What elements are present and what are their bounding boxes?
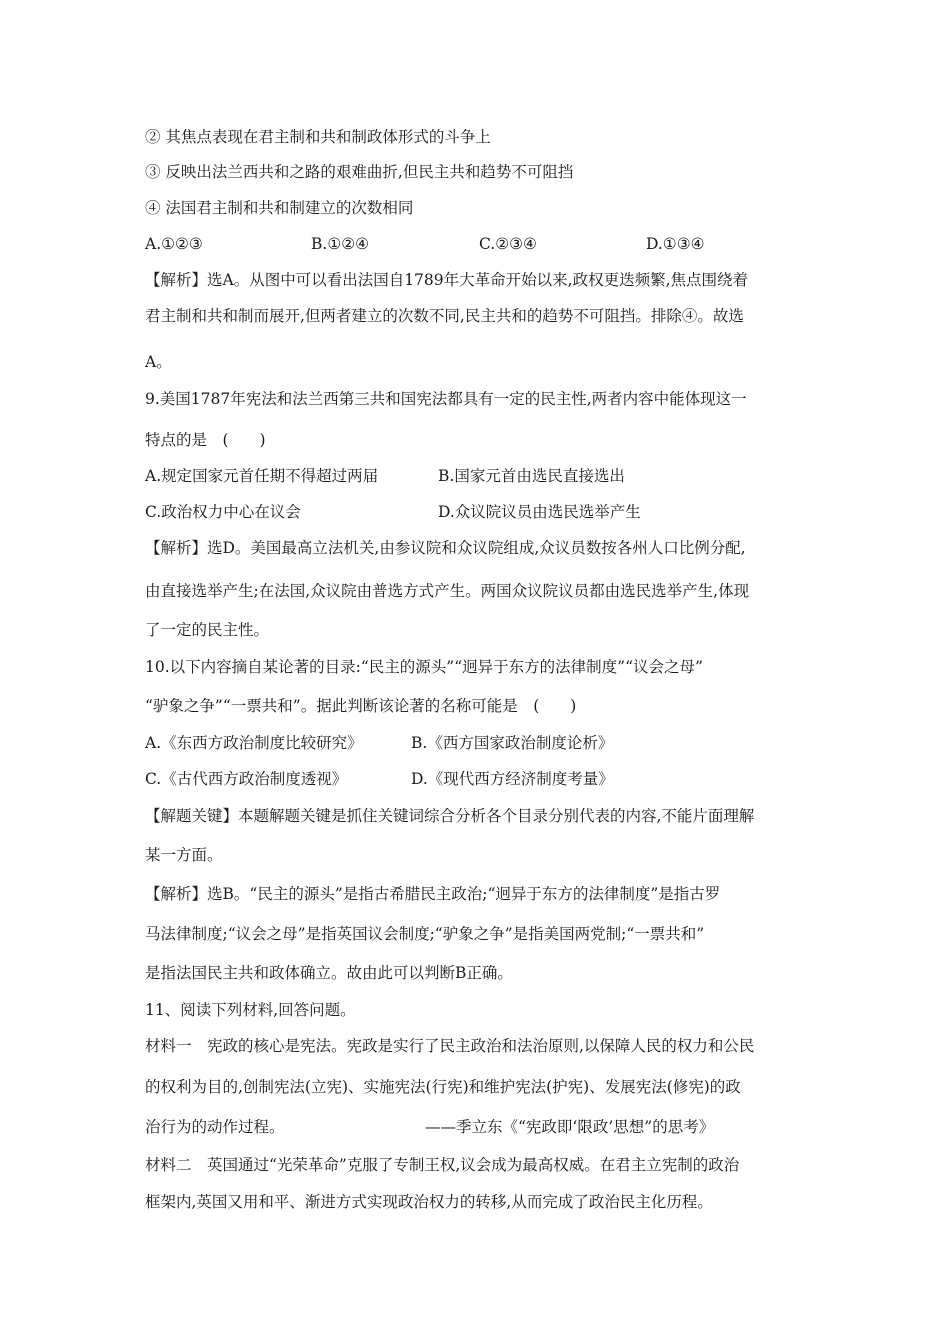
q10-key-line: 【解题关键】本题解题关键是抓住关键词综合分析各个目录分别代表的内容,不能片面理解 [145,807,755,825]
q11-stem: 11、阅读下列材料,回答问题。 [145,1001,356,1019]
q10-key-line: 某一方面。 [145,846,223,864]
material-2-line: 框架内,英国又用和平、渐进方式实现政治权力的转移,从而完成了政治民主化历程。 [145,1193,713,1211]
q8-analysis-line: 君主制和共和制而展开,但两者建立的次数不同,民主共和的趋势不可阻挡。排除④。故选 [145,307,744,325]
material-1-line: 治行为的动作过程。 [145,1118,285,1136]
material-2-line: 材料二 英国通过“光荣革命”克服了专制王权,议会成为最高权威。在君主立宪制的政治 [145,1156,740,1174]
q10-option-b: B.《西方国家政治制度论析》 [411,734,614,752]
q10-option-a: A.《东西方政治制度比较研究》 [145,734,363,752]
q9-stem-line: 特点的是 ( ) [145,431,266,449]
q10-options-row-1 [145,733,805,753]
statement-4: ④ 法国君主制和共和制建立的次数相同 [145,199,414,217]
q8-option-c: C.②③④ [479,235,537,253]
q10-analysis-line: 【解析】选B。“民主的源头”是指古希腊民主政治;“迥异于东方的法律制度”是指古罗 [145,885,721,903]
q9-options-row-2 [145,502,805,522]
q9-option-c: C.政治权力中心在议会 [145,503,301,521]
material-1-line: 的权利为目的,创制宪法(立宪)、实施宪法(行宪)和维护宪法(护宪)、发展宪法(修宪)的政 [145,1078,741,1096]
q8-analysis-line: 【解析】选A。从图中可以看出法国自1789年大革命开始以来,政权更迭频繁,焦点围绕着 [145,271,748,289]
q9-option-a: A.规定国家元首任期不得超过两届 [145,467,379,485]
q10-options-row-2 [145,769,805,789]
q9-analysis-line: 由直接选举产生;在法国,众议院由普选方式产生。两国众议院议员都由选民选举产生,体现 [145,582,750,600]
q8-options [145,234,805,254]
q10-stem-line: “驴象之争”“一票共和”。据此判断该论著的名称可能是 ( ) [145,697,577,715]
material-1-source: ——季立东《“宪政即‘限政’思想”的思考》 [425,1118,715,1136]
q9-analysis-line: 了一定的民主性。 [145,621,270,639]
q10-stem-line: 10.以下内容摘自某论著的目录:“民主的源头”“迥异于东方的法律制度”“议会之母” [145,658,703,676]
q9-options-row-1 [145,466,805,486]
q10-option-d: D.《现代西方经济制度考量》 [411,770,614,788]
q8-option-a: A.①②③ [145,235,203,253]
q10-analysis-line: 马法律制度;“议会之母”是指英国议会制度;“驴象之争”是指美国两党制;“一票共和” [145,925,705,943]
q10-analysis-line: 是指法国民主共和政体确立。故由此可以判断B正确。 [145,964,513,982]
q9-option-b: B.国家元首由选民直接选出 [438,467,625,485]
q10-option-c: C.《古代西方政治制度透视》 [145,770,348,788]
statement-3: ③ 反映出法兰西共和之路的艰难曲折,但民主共和趋势不可阻挡 [145,163,574,181]
q9-stem-line: 9.美国1787年宪法和法兰西第三共和国宪法都具有一定的民主性,两者内容中能体现这一 [145,390,747,408]
q9-analysis-line: 【解析】选D。美国最高立法机关,由参议院和众议院组成,众议员数按各州人口比例分配, [145,539,746,557]
q8-option-b: B.①②④ [311,235,370,253]
statement-2: ② 其焦点表现在君主制和共和制政体形式的斗争上 [145,128,491,146]
q8-option-d: D.①③④ [646,235,705,253]
q8-analysis-line: A。 [145,353,172,371]
material-1-line: 材料一 宪政的核心是宪法。宪政是实行了民主政治和法治原则,以保障人民的权力和公民 [145,1037,755,1055]
q9-option-d: D.众议院议员由选民选举产生 [438,503,641,521]
